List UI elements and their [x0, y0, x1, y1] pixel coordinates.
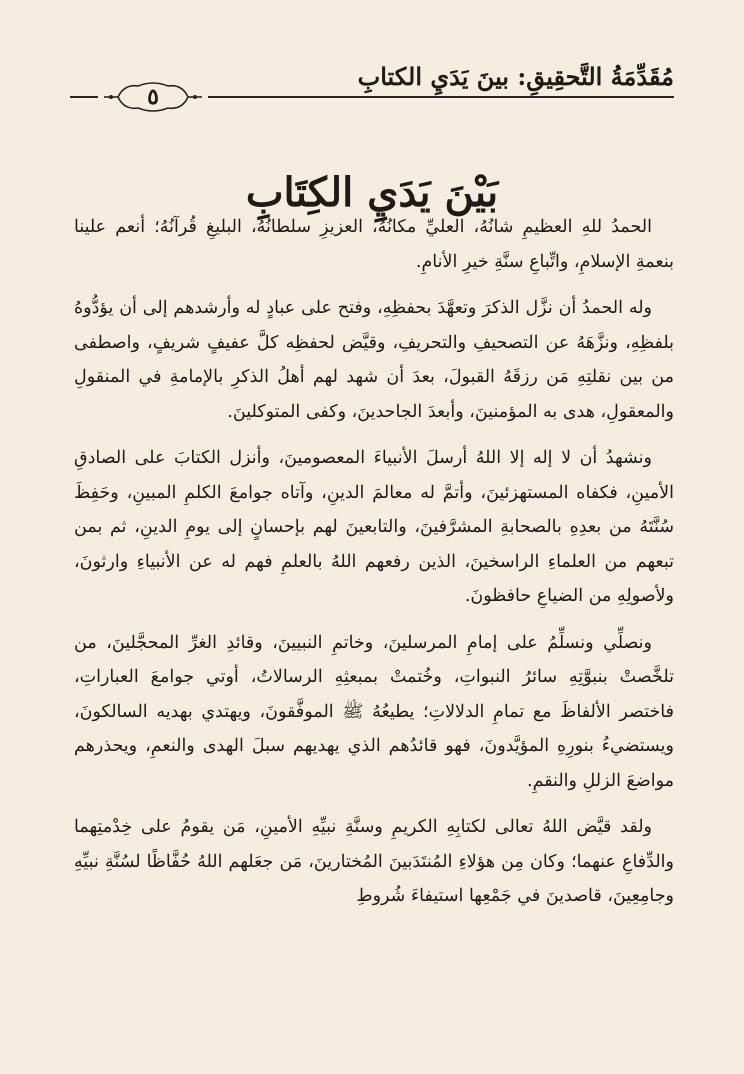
paragraph: وله الحمدُ أن نزَّل الذكرَ وتعهَّدَ بحفظِهِ، وفتح على عبادٍ له وأرشدهم إلى أن يؤدُّوهُ بلفظِهِ، ونزَّهَهُ عن التصحيفِ والتحريفِ، وقيَّض لحفظِه كلَّ عفيفٍ شريفٍ، واصطفى من بين نقلتِهِ مَن رزقَهُ القبولَ، بعدَ أن شهد لهم أهلُ الذكرِ بالإمامةِ في المنقولِ والمعقولِ، هدى به المؤمنينَ، وأبعدَ الجاحدينَ، وكفى المتوكلينَ.	[74, 298, 674, 422]
paragraph: ونصلِّي ونسلِّمُ على إمامِ المرسلينَ، وخاتمِ النبيينَ، وقائدِ الغرِّ المحجَّلينَ، من تلخَّصتْ بنبوَّتِهِ سائرُ النبواتِ، وخُتمتْ بمبعثِهِ الرسالاتُ، أوتي جوامعَ العباراتِ، فاختصر الألفاظَ مع تمامِ الدلالاتِ؛ يطيعُهُ ﷺ الموفَّقونَ، ويهتدي بهديه السالكونَ، ويستضيءُ بنورِهِ المؤيَّدونَ، فهو قائدُهم الذي يهديهم سبلَ الهدى والنعمِ، ويحذرهم مواضعَ الزللِ والنقمِ.	[74, 632, 674, 791]
running-header	[70, 62, 674, 110]
paragraph: ولقد قيَّض اللهُ تعالى لكتابِهِ الكريمِ وسنَّةِ نبيِّهِ الأمينِ، مَن يقومُ على خِدْمتِهما والدِّفاعِ عنهما؛ وكان مِن هؤلاءِ المُنتَدَبينَ المُختارينَ، مَن جعَلهم اللهُ حُفَّاظًا لسُنَّةِ نبيِّهِ وجامِعِينَ، قاصدينَ في جَمْعِها استيفاءَ شُروطِ	[74, 817, 674, 906]
body-text	[74, 210, 674, 914]
paragraph: ونشهدُ أن لا إله إلا اللهُ أرسلَ الأنبياءَ المعصومينَ، وأنزل الكتابَ على الصادقِ الأمينِ، فكفاه المستهزئينَ، وأتمَّ له معالمَ الدينِ، وآتاه جوامعَ الكلمِ المبينِ، وحَفِظَ سُنَّتَهُ من بعدِهِ بالصحابةِ المشرَّفينَ، والتابعينَ لهم بإحسانٍ إلى يومِ الدينِ، ثم بمن تبعهم من العلماءِ الراسخينَ، الذين رفعهم اللهُ بالعلمِ فهم له عن الأنبياءِ وارثونَ، ولأصولِهِ من الضياعِ حافظونَ.	[74, 448, 674, 606]
paragraph: الحمدُ للهِ العظيمِ شانُهُ، العليِّ مكانُهُ، العزيزِ سلطانُهُ، البليغِ قُرآنُهُ؛ أنعم علينا بنعمةِ الإسلامِ، واتِّباعِ سنَّةِ خيرِ الأنامِ.	[74, 217, 674, 272]
running-header-title: مُقَدِّمَةُ التَّحقِيقِ: بينَ يَدَيِ الكتابِ	[357, 62, 674, 91]
page-number: ٥	[147, 84, 159, 110]
chapter-heading: بَيْنَ يَدَيِ الكِتَابِ	[245, 168, 499, 216]
